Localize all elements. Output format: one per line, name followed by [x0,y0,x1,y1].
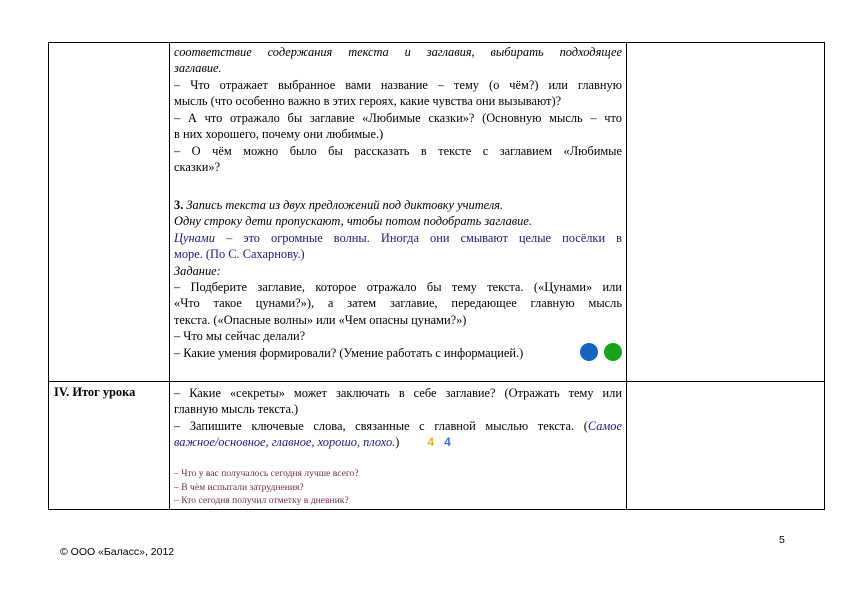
intro-line-2: заглавие. [174,61,222,76]
assignment-label: Задание: [174,263,221,278]
page-number: 5 [779,534,785,546]
copyright: © ООО «Баласс», 2012 [60,546,175,558]
question-line: – О чём можно было бы рассказать в тексте с заглавием «Любимые [174,143,622,158]
question-line: сказки»? [174,160,221,175]
intro-text [174,44,622,77]
keywords-prefix: – Запишите ключевые слова, связанные с главной мыслью текста. ( [174,418,588,433]
assignment-lines [174,279,622,361]
intro-line-1: соответствие содержания текста и заглавия, выбирать подходящее [174,45,622,59]
reflection-question: – В чём испытали затруднения? [174,481,304,493]
reflection-question: – Кто сегодня получил отметку в дневник? [174,495,349,506]
column-divider-2 [626,43,627,509]
keywords-suffix: ) [395,435,400,450]
task3-note: Одну строку дети пропускают, чтобы потом подобрать заглавие. [174,214,532,229]
score-blue: 4 [444,435,451,450]
question-line: – Что отражает выбранное вами название – тему (о чём?) или главную [174,78,622,92]
task3-block [174,197,622,361]
summary-line: главную мысль текста.) [174,402,299,417]
keywords-line-2 [174,434,622,450]
lesson-table [48,42,825,510]
assignment-line: – Какие умения формировали? (Умение работать с информацией.) [174,345,524,360]
reflection-question: – Что у вас получалось сегодня лучше всего? [174,468,359,479]
summary-line: – Какие «секреты» может заключать в себе заглавие? (Отражать тему или [174,386,622,400]
assignment-line: – Что мы сейчас делали? [174,329,306,344]
question-line: – А что отражало бы заглавие «Любимые сказки»? (Основную мысль – что [174,110,622,125]
row-divider [49,381,824,382]
question-line: мысль (что особенно важно в этих героях, какие чувства они вызывают)? [174,94,562,109]
score-yellow: 4 [427,435,435,450]
dictation-rest: – это огромные волны. Иногда они смывают целые посёлки в [214,230,622,245]
dictation-line-1 [174,230,622,246]
keywords-italic: важное/основное, главное, хорошо, плохо. [174,435,396,450]
keywords-italic: Самое [587,418,622,433]
assignment-line: – Подберите заглавие, которое отражало бы тему текста. («Цунами» или [174,280,622,295]
questions-block [174,77,622,175]
keywords-line-1 [174,418,622,434]
dictation-line-2: море. (По С. Сахарнову.) [174,247,305,262]
reflection-block [174,467,622,508]
assignment-line: «Что такое цунами?»), а затем заглавие, передающее главную мысль [174,296,622,311]
stage-label: IV. Итог урока [54,385,136,399]
summary-block [174,385,622,451]
task3-number: 3. [174,198,184,212]
question-line: в них хорошего, почему они любимые.) [174,127,384,142]
task3-heading [174,197,622,213]
blue-circle-icon [580,343,598,361]
assignment-line: текста. («Опасные волны» или «Чем опасны цунами?») [174,312,467,327]
task3-title: Запись текста из двух предложений под диктовку учителя. [186,198,504,212]
column-divider-1 [169,43,170,509]
dictation-word: Цунами [174,230,215,245]
green-circle-icon [604,343,622,361]
